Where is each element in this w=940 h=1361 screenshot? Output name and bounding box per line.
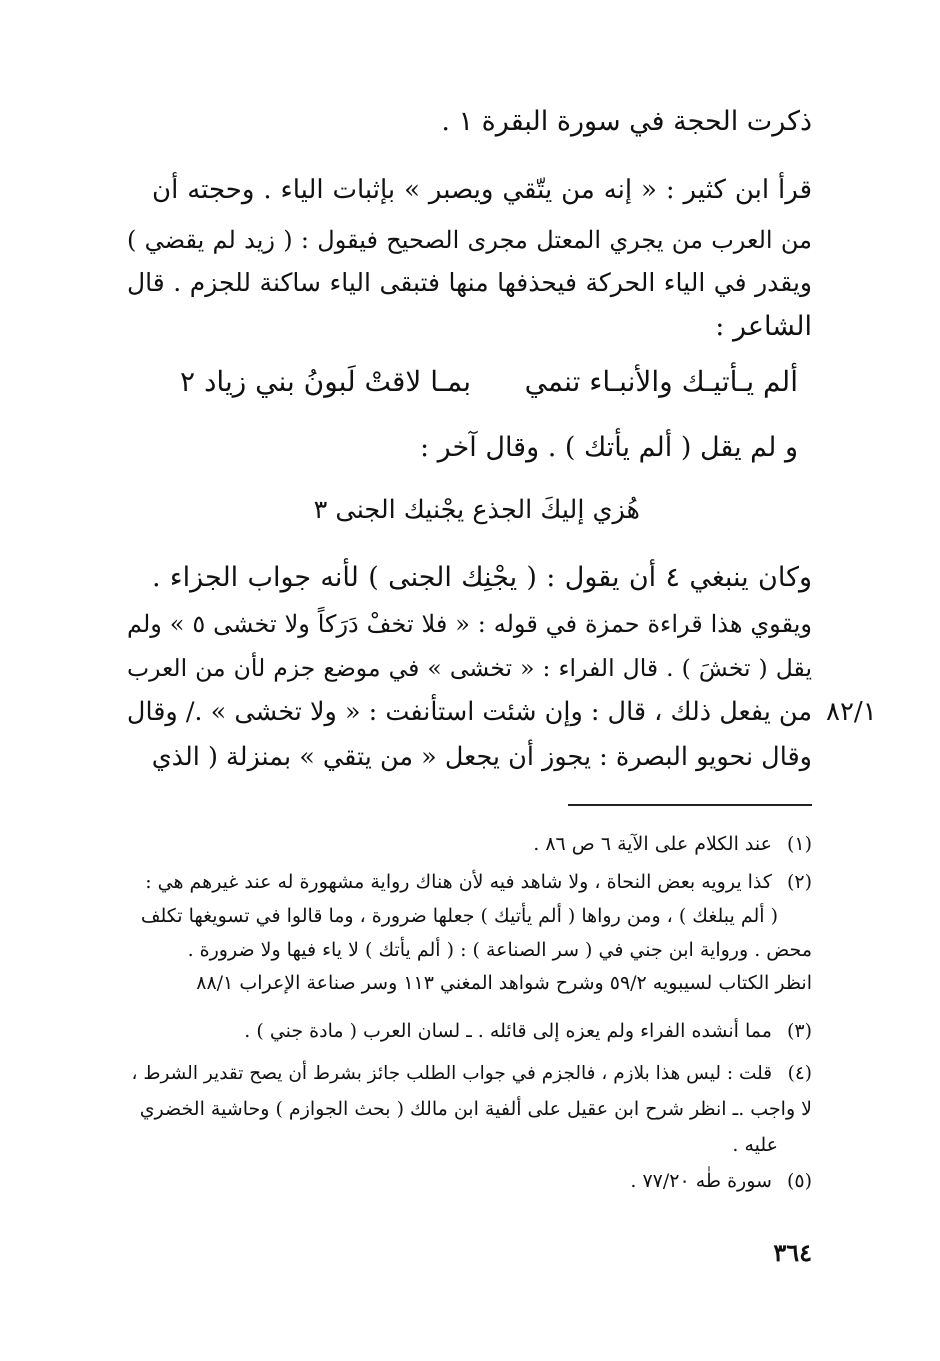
footnote-number: (٥) [786, 1170, 812, 1192]
text-line-2: قرأ ابن كثير : « إنه من يتّقي ويصبر » بإثبات الياء . وحجته أن [152, 175, 812, 205]
footnote-number: (٢) [786, 871, 812, 893]
footnote-number: (٤) [787, 1063, 812, 1084]
text-line-4: ويقدر في الياء الحركة فيحذفها منها فتبقى الياء ساكنة للجزم . قال [127, 268, 812, 297]
footnote-number: (١) [786, 833, 812, 855]
footnote-text: سورة طٰه ٧٧/٢٠ . [630, 1170, 772, 1192]
footnote-4 [127, 1059, 812, 1089]
page-number: ٣٦٤ [773, 1238, 812, 1267]
margin-page-reference: ٨٢/١ [826, 697, 877, 727]
footnote-2-line-3: محض . ورواية ابن جني في ( سر الصناعة ) : ( ألم يأتك ) لا ياء فيها ولا ضرورة . [187, 939, 812, 961]
footnote-2-line-4: انظر الكتاب لسيبويه ٥٩/٢ وشرح شواهد المغني ١١٣ وسر صناعة الإعراب ٨٨/١ [196, 972, 812, 994]
footnote-text: كذا يرويه بعض النحاة ، ولا شاهد فيه لأن هناك رواية مشهورة له عند غيرهم هي : [145, 871, 772, 893]
text-line-10: من يفعل ذلك ، قال : وإن شئت استأنفت : « ولا تخشى » ./ وقال [126, 697, 812, 727]
verse-2: هُزي إليكَ الجذع يجْنيك الجنى ٣ [313, 495, 640, 525]
footnote-2 [127, 867, 812, 897]
footnote-number: (٣) [786, 1020, 812, 1042]
text-line-7: وكان ينبغي ٤ أن يقول : ( يجْنِك الجنى ) لأنه جواب الجزاء . [152, 562, 812, 593]
footnote-4-line-3: عليه . [732, 1134, 778, 1156]
text-line-9: يقل ( تخشَ ) . قال الفراء : « تخشى » في موضع جزم لأن من العرب [127, 654, 812, 682]
footnote-3 [127, 1016, 812, 1046]
footnote-text: عند الكلام على الآية ٦ ص ٨٦ . [533, 833, 772, 855]
footnote-text: مما أنشده الفراء ولم يعزه إلى قائله . ـ لسان العرب ( مادة جني ) . [244, 1020, 772, 1042]
text-line-1: ذكرت الحجة في سورة البقرة ١ . [441, 106, 812, 137]
text-line-8: ويقوي هذا قراءة حمزة في قوله : « فلا تخفْ دَرَكاً ولا تخشى ٥ » ولم [127, 610, 812, 638]
footnote-5 [127, 1166, 812, 1196]
text-line-6: و لم يقل ( ألم يأتك ) . وقال آخر : [419, 432, 798, 463]
footnote-2-line-2: ( ألم يبلغك ) ، ومن رواها ( ألم يأتيك ) جعلها ضرورة ، وما قالوا في تسويغها تكلف [140, 905, 778, 927]
verse-1-first-hemistich: ألم يـأتيـك والأنبـاء تنمي [524, 365, 798, 398]
footnote-separator [568, 804, 812, 806]
text-line-11: وقال نحويو البصرة : يجوز أن يجعل « من يتقي » بمنزلة ( الذي [151, 742, 812, 772]
footnote-text: قلت : ليس هذا بلازم ، فالجزم في جواب الطلب جائز بشرط أن يصح تقدير الشرط ، [131, 1063, 773, 1084]
text-line-5: الشاعر : [715, 311, 812, 342]
verse-1-second-hemistich: بمـا لاقتْ لَبونُ بني زياد ٢ [180, 365, 472, 398]
text-line-3: من العرب من يجري المعتل مجرى الصحيح فيقول : ( زيد لم يقضي ) [127, 226, 812, 254]
footnote-4-line-2: لا واجب .ـ انظر شرح ابن عقيل على ألفية ابن مالك ( بحث الجوازم ) وحاشية الخضري [139, 1098, 812, 1120]
footnote-1 [127, 829, 812, 859]
